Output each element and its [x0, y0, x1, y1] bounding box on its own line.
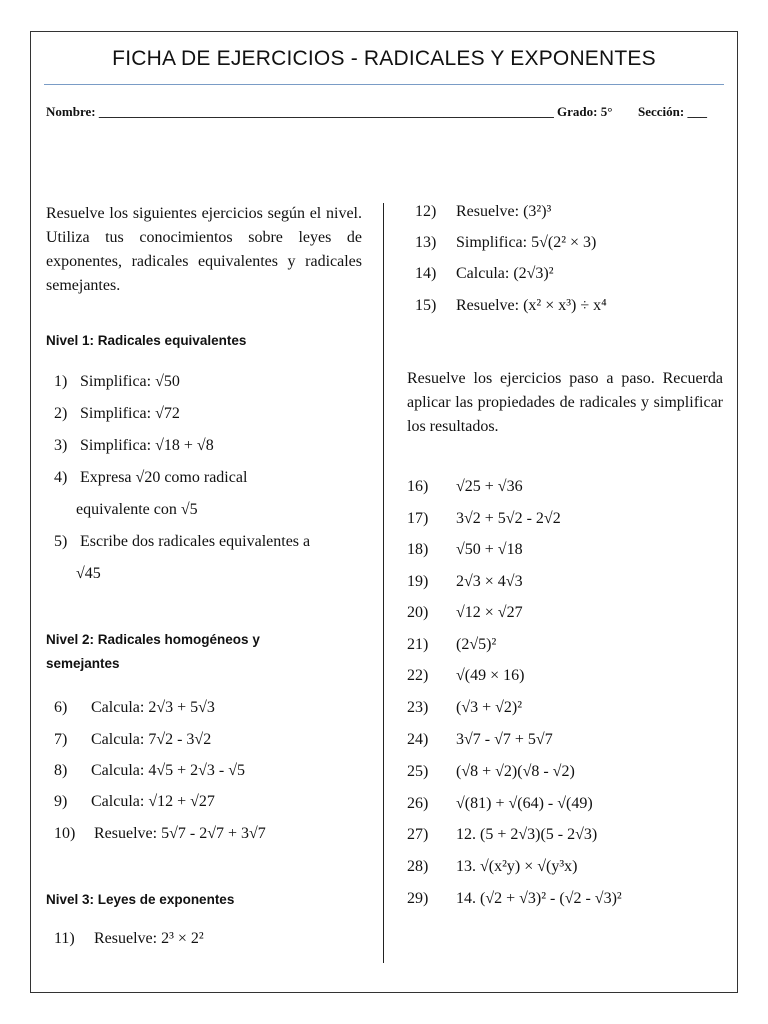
exercise-text: 13. √(x²y) × √(y³x) — [456, 858, 578, 875]
exercise-text: √25 + √36 — [456, 478, 523, 495]
exercise-continuation: √45 — [76, 565, 101, 582]
exercise-number: 5) — [54, 533, 68, 550]
exercise-number: 17) — [407, 510, 429, 527]
exercise-item — [54, 405, 180, 423]
exercise-number: 15) — [415, 297, 437, 314]
exercise-text: Calcula: (2√3)² — [456, 265, 554, 282]
page-title: FICHA DE EJERCICIOS - RADICALES Y EXPONENTES — [112, 47, 656, 70]
exercise-item — [54, 930, 204, 948]
exercise-item — [54, 437, 214, 455]
left-instructions: Resuelve los siguientes ejercicios según el nivel. Utiliza tus conocimientos sobre leyes de exponentes, radicales equivalentes y radicales semejantes. — [46, 205, 362, 294]
exercise-number: 26) — [407, 795, 429, 812]
exercise-number: 8) — [54, 762, 68, 779]
exercise-number: 24) — [407, 731, 429, 748]
exercise-number: 11) — [54, 930, 75, 947]
exercise-item — [407, 573, 523, 591]
level3-heading: Nivel 3: Leyes de exponentes — [46, 892, 235, 907]
exercise-text: 14. (√2 + √3)² - (√2 - √3)² — [456, 890, 622, 907]
exercise-text: (2√5)² — [456, 636, 497, 653]
exercise-number: 6) — [54, 699, 68, 716]
exercise-number: 14) — [415, 265, 437, 282]
exercise-item — [54, 533, 310, 551]
exercise-text: Calcula: 2√3 + 5√3 — [91, 699, 215, 716]
exercise-text: Calcula: 7√2 - 3√2 — [91, 731, 212, 748]
column-divider — [383, 203, 384, 963]
exercise-item — [407, 667, 524, 685]
exercise-text: √(49 × 16) — [456, 667, 525, 684]
exercise-text: √12 × √27 — [456, 604, 523, 621]
exercise-text: Resuelve: 2³ × 2² — [94, 930, 204, 947]
exercise-text: Simplifica: √50 — [80, 373, 180, 390]
exercise-item — [54, 793, 215, 811]
exercise-text: 12. (5 + 2√3)(5 - 2√3) — [456, 826, 598, 843]
level2-heading-line1: Nivel 2: Radicales homogéneos y — [46, 632, 260, 647]
exercise-item — [407, 858, 578, 876]
exercise-text: Simplifica: √72 — [80, 405, 180, 422]
exercise-text: (√3 + √2)² — [456, 699, 523, 716]
exercise-text: (√8 + √2)(√8 - √2) — [456, 763, 575, 780]
exercise-number: 28) — [407, 858, 429, 875]
exercise-item — [415, 234, 596, 252]
exercise-item — [407, 890, 622, 908]
exercise-item — [415, 203, 551, 221]
grade-label: Grado: 5° — [557, 104, 613, 119]
exercise-item — [54, 373, 180, 391]
exercise-text: Simplifica: 5√(2² × 3) — [456, 234, 597, 251]
exercise-number: 3) — [54, 437, 68, 454]
exercise-number: 29) — [407, 890, 429, 907]
exercise-number: 12) — [415, 203, 437, 220]
exercise-text: Expresa √20 como radical — [80, 469, 248, 486]
exercise-item — [407, 510, 561, 528]
exercise-item — [407, 636, 496, 654]
exercise-continuation: equivalente con √5 — [76, 501, 198, 518]
exercise-text: Resuelve: 5√7 - 2√7 + 3√7 — [94, 825, 266, 842]
exercise-item — [407, 795, 593, 813]
exercise-item — [54, 731, 211, 749]
exercise-item — [407, 826, 597, 844]
exercise-number: 7) — [54, 731, 68, 748]
exercise-item — [407, 541, 523, 559]
exercise-text: Simplifica: √18 + √8 — [80, 437, 214, 454]
exercise-number: 20) — [407, 604, 429, 621]
exercise-item — [54, 469, 247, 487]
exercise-number: 13) — [415, 234, 437, 251]
exercise-number: 19) — [407, 573, 429, 590]
exercise-item — [54, 699, 215, 717]
exercise-number: 22) — [407, 667, 429, 684]
exercise-number: 23) — [407, 699, 429, 716]
exercise-item — [415, 297, 607, 315]
exercise-item — [407, 763, 575, 781]
exercise-text: Calcula: 4√5 + 2√3 - √5 — [91, 762, 246, 779]
exercise-text: √(81) + √(64) - √(49) — [456, 795, 593, 812]
exercise-text: Resuelve: (3²)³ — [456, 203, 552, 220]
exercise-number: 1) — [54, 373, 68, 390]
exercise-number: 4) — [54, 469, 68, 486]
exercise-item — [407, 699, 522, 717]
exercise-number: 10) — [54, 825, 76, 842]
exercise-text: Calcula: √12 + √27 — [91, 793, 215, 810]
exercise-number: 9) — [54, 793, 68, 810]
right-instructions: Resuelve los ejercicios paso a paso. Recuerda aplicar las propiedades de radicales y simplificar los resultados. — [407, 370, 723, 435]
exercise-item — [407, 478, 523, 496]
name-field-label: Nombre: ______________________________________________________________________ — [46, 104, 554, 119]
exercise-number: 27) — [407, 826, 429, 843]
exercise-number: 18) — [407, 541, 429, 558]
title-underline — [44, 84, 724, 85]
section-label: Sección: ___ — [638, 104, 707, 119]
exercise-number: 25) — [407, 763, 429, 780]
exercise-item — [54, 825, 266, 843]
level2-heading-line2: semejantes — [46, 656, 120, 671]
exercise-text: Escribe dos radicales equivalentes a — [80, 533, 311, 550]
exercise-item — [407, 604, 523, 622]
exercise-item — [54, 762, 245, 780]
exercise-item — [407, 731, 553, 749]
exercise-number: 2) — [54, 405, 68, 422]
exercise-number: 16) — [407, 478, 429, 495]
level1-heading: Nivel 1: Radicales equivalentes — [46, 333, 247, 348]
exercise-text: 3√2 + 5√2 - 2√2 — [456, 510, 561, 527]
exercise-text: Resuelve: (x² × x³) ÷ x⁴ — [456, 297, 607, 314]
exercise-number: 21) — [407, 636, 429, 653]
exercise-text: 2√3 × 4√3 — [456, 573, 523, 590]
exercise-text: 3√7 - √7 + 5√7 — [456, 731, 553, 748]
exercise-text: √50 + √18 — [456, 541, 523, 558]
exercise-item — [415, 265, 554, 283]
